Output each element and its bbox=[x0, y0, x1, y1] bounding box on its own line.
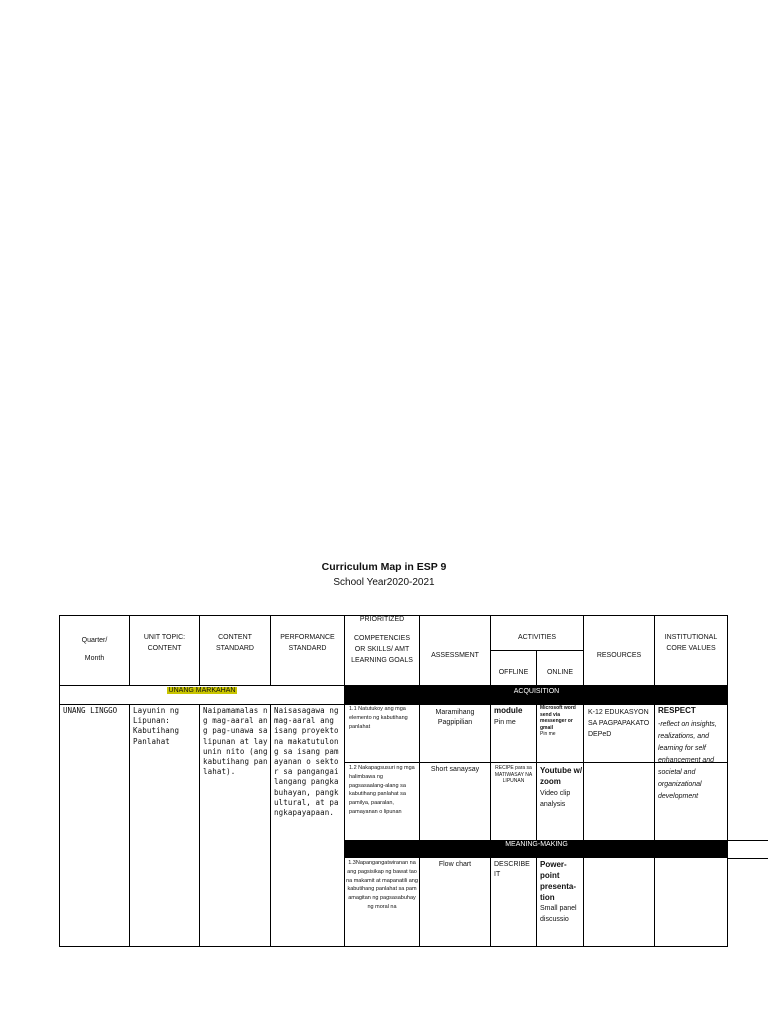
header-performance-line2: STANDARD bbox=[288, 645, 327, 652]
performance-standard-cell: Naisasagawa ng mag-aaral ang isang proyekto na makatutulong sa isang pamayanan o sektor sa pangangailangang pangkabuhayan, pangkultural, at pangkapayapaan. bbox=[274, 706, 339, 818]
header-content-standard-line1: CONTENT bbox=[218, 634, 252, 641]
core-value-title: RESPECT bbox=[658, 706, 696, 715]
header-prioritized bbox=[345, 614, 419, 666]
col-line bbox=[727, 615, 728, 947]
col-line bbox=[129, 704, 130, 947]
table-border-bottom bbox=[59, 946, 728, 947]
header-prioritized-line2: COMPETENCIES bbox=[353, 635, 410, 642]
col-line bbox=[654, 704, 655, 947]
online-2-text: Video clip analysis bbox=[540, 790, 571, 808]
header-core-values-line2: CORE VALUES bbox=[666, 645, 716, 652]
assessment-3: Flow chart bbox=[438, 861, 472, 868]
core-value-text: -reflect on insights, realizations, and learning for self enhancement and societal and organizational development bbox=[658, 721, 717, 800]
header-prioritized-line4: LEARNING GOALS bbox=[351, 657, 413, 664]
overflow-line-top bbox=[728, 840, 768, 841]
col-line bbox=[419, 704, 420, 947]
online-3 bbox=[540, 859, 582, 945]
header-core-values bbox=[655, 632, 727, 654]
online-2-title: Youtube w/ zoom bbox=[540, 766, 583, 786]
unit-topic-cell: Layunin ng Lipunan: Kabutihang Panlahat bbox=[133, 706, 180, 746]
competency-3: 1.3Napangangatwiranan na ang pagsisikap ng bawat tao na makamit at mapanatili ang kabutihang panlahat sa pamamagitan ng pagsasabuhay ng moral na bbox=[346, 860, 418, 910]
content-standard-cell: Naipamamalas ng mag-aaral ang pag-unawa sa lipunan at layunin nito (ang kabutihang panlahat). bbox=[203, 706, 268, 777]
header-unit-topic bbox=[130, 632, 199, 654]
header-resources: RESOURCES bbox=[596, 652, 642, 659]
header-performance-line1: PERFORMANCE bbox=[280, 634, 335, 641]
col-line bbox=[270, 704, 271, 947]
competency-2: 1.2 Nakapagsusuri ng mga halimbawa ng pagsasaalang-alang sa kabutihang panlahat sa pamilya, paaralan, pamayanan o lipunan bbox=[349, 765, 415, 815]
header-content-standard-line2: STANDARD bbox=[216, 645, 254, 652]
overflow-line-bottom bbox=[728, 858, 768, 859]
header-quarter-line2: Month bbox=[84, 655, 105, 662]
online-1-pin: Pin me bbox=[540, 731, 556, 737]
offline-1-text: Pin me bbox=[494, 719, 516, 726]
assessment-1-line1: Maramihang bbox=[435, 709, 475, 716]
competency-1: 1.1 Natutukoy ang mga elemento ng kabutihang panlahat bbox=[349, 706, 408, 730]
acquisition-band: ACQUISITION bbox=[345, 686, 728, 704]
document-subtitle: School Year2020-2021 bbox=[333, 577, 435, 588]
header-performance-standard bbox=[271, 632, 344, 654]
quarter-label-text: UNANG MARKAHAN bbox=[168, 687, 236, 694]
header-online: ONLINE bbox=[546, 669, 574, 676]
online-1 bbox=[540, 705, 583, 738]
header-core-values-line1: INSTITUTIONAL bbox=[664, 634, 718, 641]
header-quarter bbox=[60, 632, 129, 668]
col-line bbox=[536, 704, 537, 947]
col-line bbox=[583, 704, 584, 947]
header-prioritized-line3: OR SKILLS/ AMT bbox=[354, 646, 410, 653]
header-prioritized-line1: PRIORITIZED bbox=[359, 616, 405, 623]
core-values-cell bbox=[658, 705, 726, 803]
header-activities: ACTIVITIES bbox=[517, 634, 557, 641]
quarter-label bbox=[60, 686, 344, 696]
assessment-1 bbox=[420, 708, 490, 728]
online-1-text: Microsoft word send via messenger or gmail bbox=[540, 705, 576, 731]
assessment-1-line2: Pagpipilian bbox=[437, 719, 473, 726]
header-quarter-line1: Quarter/ bbox=[81, 637, 108, 644]
header-content-standard bbox=[200, 632, 270, 654]
document-title: Curriculum Map in ESP 9 bbox=[321, 561, 447, 573]
header-assessment: ASSESSMENT bbox=[431, 652, 479, 659]
resources-cell: K-12 EDUKASYON SA PAGPAPAKATO DEPeD bbox=[588, 709, 650, 738]
offline-1-title: module bbox=[494, 706, 523, 715]
online-3-text: Small panel discussio bbox=[540, 905, 577, 923]
assessment-2: Short sanaysay bbox=[430, 766, 480, 773]
meaning-making-band: MEANING-MAKING bbox=[345, 840, 728, 858]
offline-2: RECIPE para sa MATIWASAY NA LIPUNAN bbox=[494, 765, 533, 784]
header-unit-topic-line2: CONTENT bbox=[147, 645, 182, 652]
offline-1 bbox=[494, 706, 536, 728]
header-unit-topic-line1: UNIT TOPIC: bbox=[143, 634, 186, 641]
header-offline: OFFLINE bbox=[498, 669, 529, 676]
col-line bbox=[490, 704, 491, 947]
online-2 bbox=[540, 765, 583, 810]
col-line bbox=[199, 704, 200, 947]
online-3-title: Power-point presenta-tion bbox=[540, 860, 577, 902]
offline-3: DESCRIBE IT bbox=[494, 861, 530, 878]
month-cell: UNANG LINGGO bbox=[63, 706, 118, 715]
